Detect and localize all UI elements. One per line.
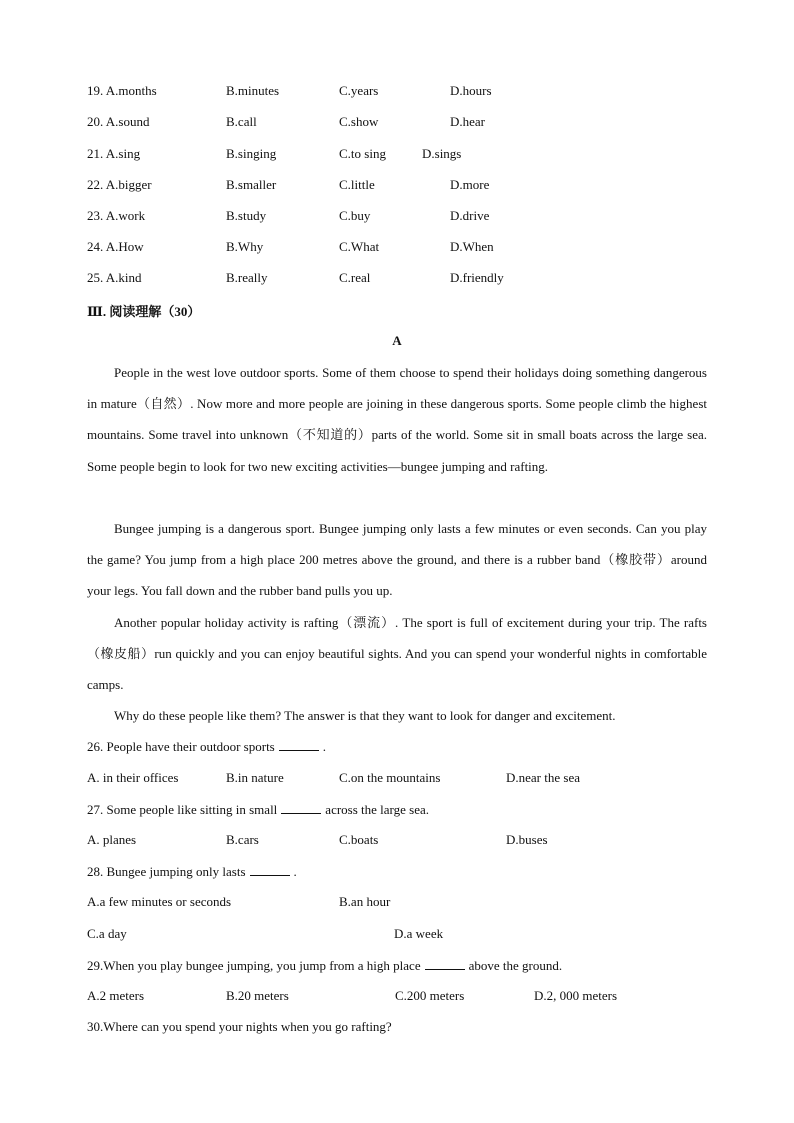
choice-21-d: D.sings xyxy=(422,146,462,161)
q28-option-a: A.a few minutes or seconds xyxy=(87,894,232,909)
choice-22-a: 22. A.bigger xyxy=(87,177,152,192)
choice-19-b: B.minutes xyxy=(226,83,280,98)
choice-22-c: C.little xyxy=(339,177,375,192)
q28-option-d: D.a week xyxy=(394,926,444,941)
choice-21-b: B.singing xyxy=(226,146,277,161)
choice-22-d: D.more xyxy=(450,177,490,192)
choice-24-b: B.Why xyxy=(226,239,264,254)
question-26 xyxy=(87,738,326,755)
passage-paragraph-3: Another popular holiday activity is rafting（漂流）. The sport is full of excitement during your trip. The rafts（橡皮船）run quickly and you can enjoy beautiful sights. And you can spend your wonderful nights in comfortable camps. xyxy=(87,615,707,693)
question-26-stem: 26. People have their outdoor sports xyxy=(87,739,275,754)
question-29 xyxy=(87,957,562,974)
choice-23-a: 23. A.work xyxy=(87,208,146,223)
question-29-stem: 29.When you play bungee jumping, you jump from a high place xyxy=(87,958,421,973)
q26-option-a: A. in their offices xyxy=(87,770,179,785)
choice-19-a: 19. A.months xyxy=(87,83,157,98)
q26-option-d: D.near the sea xyxy=(506,770,580,785)
q27-option-b: B.cars xyxy=(226,832,259,847)
q26-option-b: B.in nature xyxy=(226,770,284,785)
question-28-stem: 28. Bungee jumping only lasts xyxy=(87,864,246,879)
answer-blank xyxy=(425,957,465,970)
choice-21-c: C.to sing xyxy=(339,146,386,161)
question-29-stem-end: above the ground. xyxy=(468,958,563,973)
choice-20-d: D.hear xyxy=(450,114,486,129)
question-28-stem-end: . xyxy=(293,864,297,879)
question-27-stem-end: across the large sea. xyxy=(325,802,430,817)
choice-25-b: B.really xyxy=(226,270,268,285)
question-30: 30.Where can you spend your nights when you go rafting? xyxy=(87,1019,392,1034)
choice-23-d: D.drive xyxy=(450,208,490,223)
answer-blank xyxy=(250,863,290,876)
choice-25-c: C.real xyxy=(339,270,371,285)
q28-option-b: B.an hour xyxy=(339,894,391,909)
q29-option-d: D.2, 000 meters xyxy=(534,988,618,1003)
passage-paragraph-4: Why do these people like them? The answer is that they want to look for danger and excitement. xyxy=(114,708,616,723)
q28-option-c: C.a day xyxy=(87,926,127,941)
section-heading: Ⅲ. 阅读理解（30） xyxy=(87,304,201,319)
choice-21-a: 21. A.sing xyxy=(87,146,141,161)
answer-blank xyxy=(281,801,321,814)
choice-23-b: B.study xyxy=(226,208,267,223)
choice-24-a: 24. A.How xyxy=(87,239,144,254)
question-26-stem-end: . xyxy=(322,739,326,754)
q29-option-c: C.200 meters xyxy=(395,988,465,1003)
passage-paragraph-1: People in the west love outdoor sports. Some of them choose to spend their holidays doing something dangerous in mature（自然）. Now more and more people are joining in these dangerous sports. Some people climb the highest mountains. Some travel into unknown（不知道的）parts of the world. Some sit in small boats across the large sea. Some people begin to look for two new exciting activities—bungee jumping and rafting. xyxy=(87,365,707,474)
choice-24-c: C.What xyxy=(339,239,380,254)
passage-label: A xyxy=(392,333,402,348)
choice-25-d: D.friendly xyxy=(450,270,504,285)
choice-20-c: C.show xyxy=(339,114,379,129)
choice-25-a: 25. A.kind xyxy=(87,270,142,285)
choice-22-b: B.smaller xyxy=(226,177,277,192)
q27-option-c: C.boats xyxy=(339,832,379,847)
q27-option-a: A. planes xyxy=(87,832,137,847)
choice-24-d: D.When xyxy=(450,239,494,254)
answer-blank xyxy=(279,738,319,751)
choice-20-a: 20. A.sound xyxy=(87,114,150,129)
choice-19-d: D.hours xyxy=(450,83,492,98)
question-28 xyxy=(87,863,297,880)
question-27 xyxy=(87,801,429,818)
q26-option-c: C.on the mountains xyxy=(339,770,441,785)
passage-paragraph-2: Bungee jumping is a dangerous sport. Bungee jumping only lasts a few minutes or even seconds. Can you play the game? You jump from a high place 200 metres above the ground, and there is a rubber band（橡胶带）around your legs. You fall down and the rubber band pulls you up. xyxy=(87,521,707,599)
choice-20-b: B.call xyxy=(226,114,257,129)
q27-option-d: D.buses xyxy=(506,832,548,847)
question-27-stem: 27. Some people like sitting in small xyxy=(87,802,278,817)
choice-19-c: C.years xyxy=(339,83,379,98)
choice-23-c: C.buy xyxy=(339,208,371,223)
q29-option-b: B.20 meters xyxy=(226,988,289,1003)
q29-option-a: A.2 meters xyxy=(87,988,145,1003)
